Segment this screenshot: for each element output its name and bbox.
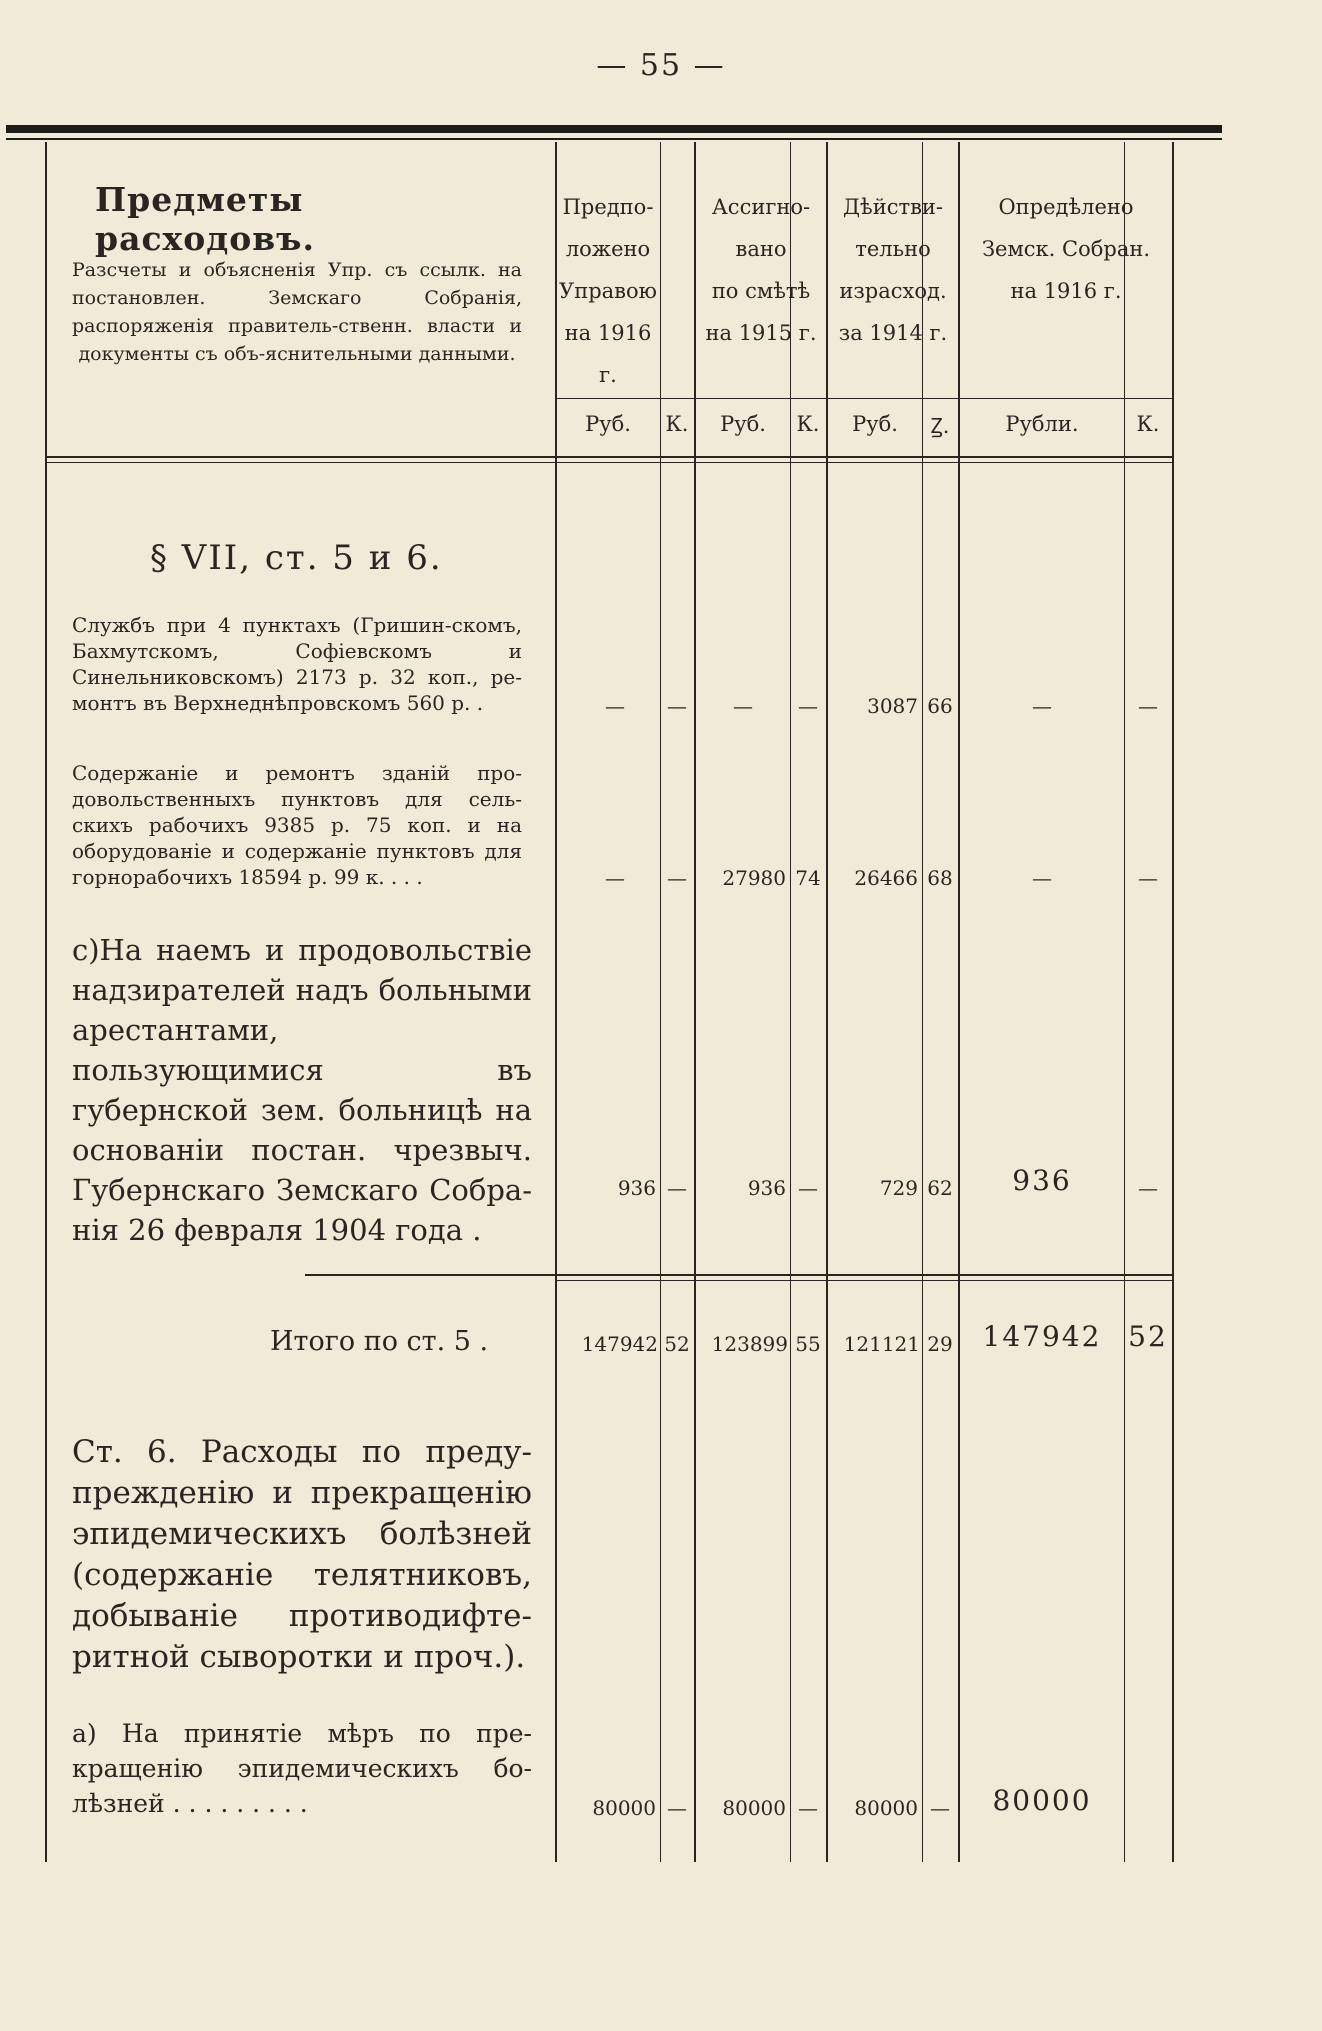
section-title: § VII, ст. 5 и 6.: [150, 538, 443, 578]
cell-proposed-kop: —: [667, 1796, 687, 1820]
total-approved-rub: 147942: [982, 1320, 1102, 1353]
cell-proposed-kop: —: [667, 1176, 687, 1200]
article6-title: Ст. 6. Расходы по преду-прежденію и прекращенію эпидемическихъ болѣзней (содержаніе телятниковъ, добываніе противодифте-ритной сыворотки и проч.).: [72, 1434, 532, 1675]
cell-approved-kop: —: [1138, 1176, 1158, 1200]
total-proposed-rub: 147942: [581, 1332, 658, 1356]
column-divider: [826, 142, 828, 1862]
total-assigned-kop: 55: [795, 1332, 821, 1356]
total-label: Итого по ст. 5 .: [270, 1326, 489, 1357]
header-bottom-line-thin: [45, 462, 1172, 463]
column-divider: [790, 142, 791, 1862]
units-separator: [555, 398, 1172, 399]
cell-proposed-rub: —: [605, 694, 625, 718]
cell-spent-rub: 729: [879, 1176, 918, 1200]
cell-assigned-rub: 27980: [722, 866, 786, 890]
column-divider: [922, 142, 923, 1862]
column-divider: [694, 142, 696, 1862]
cell-approved-kop: —: [1138, 866, 1158, 890]
cell-proposed-rub: —: [605, 866, 625, 890]
row-description: Содержаніе и ремонтъ зданій про-довольственныхъ пунктовъ для сель-скихъ рабочихъ 9385 р. 75 коп. и на оборудованіе и содержаніе пунктовъ для горнорабочихъ 18594 р. 99 к. . . .: [72, 761, 522, 889]
frame-right-line: [1172, 142, 1174, 1862]
total-assigned-rub: 123899: [711, 1332, 788, 1356]
cell-assigned-kop: —: [798, 1796, 818, 1820]
column-header-spent: Дѣйстви- тельно израсход. за 1914 г.: [838, 195, 948, 345]
unit-rub: Руб.: [852, 412, 898, 436]
cell-approved-rub: —: [1032, 694, 1052, 718]
cell-proposed-kop: —: [667, 694, 687, 718]
column-divider: [555, 142, 557, 1862]
cell-proposed-kop: —: [667, 866, 687, 890]
cell-assigned-kop: —: [798, 694, 818, 718]
cell-approved-kop: —: [1138, 694, 1158, 718]
cell-spent-kop: 68: [927, 866, 953, 890]
cell-assigned-rub: 936: [747, 1176, 786, 1200]
cell-assigned-kop: —: [798, 1176, 818, 1200]
cell-approved-rub: —: [1032, 866, 1052, 890]
header-description: Разсчеты и объясненія Упр. съ ссылк. на постановлен. Земскаго Собранія, распоряженія правитель-ственн. власти и документы съ объ-яснительными данными.: [72, 259, 522, 365]
unit-kop: Ꙁ.: [930, 414, 950, 438]
unit-rub: Руб.: [720, 412, 766, 436]
cell-assigned-kop: 74: [795, 866, 821, 890]
header-rule: [6, 125, 1222, 133]
frame-left-line: [45, 142, 47, 1862]
column-divider: [1124, 142, 1125, 1862]
header-title: Предметы расходовъ.: [95, 180, 315, 258]
cell-spent-rub: 3087: [867, 694, 918, 718]
unit-kop: К.: [1136, 412, 1160, 436]
total-separator-thin: [555, 1280, 1172, 1281]
column-header-approved: Опредѣлено Земск. Собран. на 1916 г.: [981, 195, 1151, 303]
cell-spent-rub: 26466: [854, 866, 918, 890]
total-proposed-kop: 52: [664, 1332, 690, 1356]
cell-spent-rub: 80000: [854, 1796, 918, 1820]
column-header-proposed: Предпо- ложено Управою на 1916 г.: [559, 195, 657, 387]
total-spent-kop: 29: [927, 1332, 953, 1356]
cell-approved-rub: 80000: [992, 1784, 1092, 1817]
column-divider: [660, 142, 661, 1862]
header-rule-thin: [6, 138, 1222, 140]
total-approved-kop: 52: [1128, 1320, 1168, 1353]
header-bottom-line: [45, 456, 1172, 458]
cell-proposed-rub: 80000: [592, 1796, 656, 1820]
total-spent-rub: 121121: [843, 1332, 920, 1356]
row-description: с)На наемъ и продовольствіе надзирателей надъ больными арестантами, пользующимися въ губернской зем. больницѣ на основаніи постан. чрезвыч. Губернскаго Земскаго Собра-нія 26 февраля 1904 года .: [72, 933, 532, 1247]
article6-item-a: а) На принятіе мѣръ по пре-кращенію эпидемическихъ бо-лѣзней . . . . . . . . .: [72, 1719, 532, 1818]
cell-proposed-rub: 936: [617, 1176, 656, 1200]
cell-spent-kop: 62: [927, 1176, 953, 1200]
row-description: Службъ при 4 пунктахъ (Гришин-скомъ, Бахмутскомъ, Софіевскомъ и Синельниковскомъ) 2173 р. 32 коп., ре-монтъ въ Верхнеднѣпровскомъ 560 р. .: [72, 613, 522, 715]
column-header-assigned: Ассигно- вано по смѣтѣ на 1915 г.: [705, 195, 817, 345]
unit-rub: Руб.: [585, 412, 631, 436]
cell-assigned-rub: —: [733, 694, 753, 718]
cell-assigned-rub: 80000: [722, 1796, 786, 1820]
unit-rubli: Рубли.: [1005, 412, 1079, 436]
total-separator: [305, 1274, 1172, 1276]
cell-spent-kop: 66: [927, 694, 953, 718]
unit-kop: К.: [796, 412, 820, 436]
cell-spent-kop: —: [930, 1796, 950, 1820]
column-divider: [958, 142, 960, 1862]
unit-kop: К.: [665, 412, 689, 436]
cell-approved-rub: 936: [1012, 1164, 1072, 1197]
page-number: — 55 —: [596, 48, 726, 83]
